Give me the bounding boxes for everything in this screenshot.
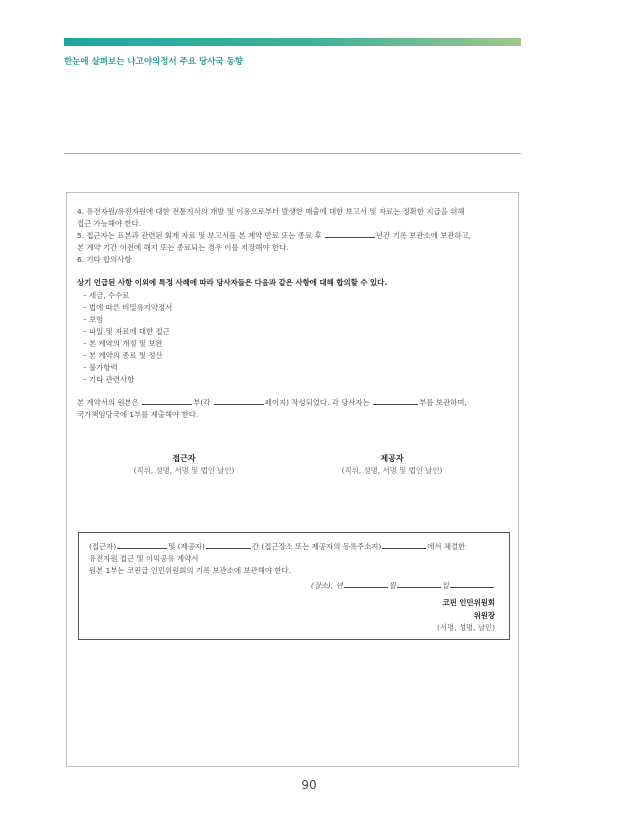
accessor-signature — [99, 453, 269, 476]
list-item: – 법에 따른 비밀유지약정서 — [83, 302, 173, 312]
exceptions-heading: 상기 언급된 사항 이외에 특정 사례에 따라 당사자들은 다음과 같은 사항에 대해 합의할 수 있다. — [77, 278, 388, 288]
blank-pages — [214, 403, 264, 405]
contract-body — [77, 206, 513, 422]
copies-text-c: 페이지) 작성되었다. 각 당사자는 — [264, 398, 370, 408]
list-item: – 본 계약의 개정 및 보완 — [83, 338, 163, 348]
blank-month — [397, 586, 441, 588]
copies-text-b: 부(각 — [193, 398, 211, 408]
blank-year — [344, 586, 388, 588]
provider-note: (직위, 성명, 서명 및 법인 날인) — [341, 465, 443, 475]
cert-concluded: 에서 체결한 — [427, 542, 466, 551]
item-4-line2: 접근 가능해야 한다. — [77, 219, 142, 229]
blank-provider — [206, 547, 251, 549]
cert-date-month: 월 — [388, 581, 396, 590]
certification-text — [89, 541, 465, 578]
blank-accessor — [117, 547, 167, 549]
list-item: – 세금, 수수료 — [83, 290, 130, 300]
cert-line1 — [89, 541, 465, 553]
item-6: 6. 기타 합의사항 — [77, 255, 132, 265]
blank-kept — [373, 403, 418, 405]
list-item: – 보험 — [83, 314, 104, 324]
cert-org-title: 위원장 — [473, 611, 495, 620]
cert-place-label: 간 (접근장소 또는 제공자의 등록주소지) — [251, 542, 382, 551]
item-5-text-a: 5. 접근자는 표본과 관련된 회계 자료 및 보고서를 본 계약 만료 또는 종료 후 — [77, 231, 322, 241]
cert-accessor-label: (접근자) — [89, 542, 117, 551]
cert-org-name: 코핀 인민위원회 — [442, 598, 495, 607]
copies-line2: 국가책임당국에 1부를 제출해야 한다. — [77, 410, 199, 420]
copies-line1 — [77, 397, 513, 409]
copies-text-a: 본 계약서의 원본은 — [77, 398, 139, 408]
item-5-line1 — [77, 230, 513, 242]
list-item: – 기타 관련사항 — [83, 375, 135, 385]
certification-box — [78, 532, 510, 640]
accessor-title: 접근자 — [172, 454, 196, 463]
provider-signature — [307, 453, 477, 476]
blank-place — [382, 547, 426, 549]
accessor-note: (직위, 성명, 서명 및 법인 날인) — [133, 465, 235, 475]
item-5-line2: 본 계약 기간 이전에 해지 또는 종료되는 경우 이를 저장해야 한다. — [77, 243, 289, 253]
cert-date-day: 일 — [441, 581, 449, 590]
cert-line2: 유전자원 접근 및 이익공유 계약서 — [89, 554, 199, 564]
exceptions-list — [77, 290, 513, 387]
cert-line3: 원본 1부는 코핀급 인민위원회의 기록 보관소에 보관해야 한다. — [89, 566, 291, 576]
cert-organization — [442, 596, 495, 622]
item-5-text-b: 년간 기록 보관소에 보관하고, — [376, 231, 472, 241]
list-item: – 파일 및 자료에 대한 접근 — [83, 326, 170, 336]
cert-sign-note: (서명, 성명, 날인) — [436, 623, 495, 632]
page-number: 90 — [301, 778, 317, 792]
header-divider — [64, 153, 521, 154]
blank-day — [450, 586, 494, 588]
running-title: 한눈에 살펴보는 나고야의정서 주요 당사국 동향 — [64, 57, 244, 67]
cert-date-line — [311, 580, 495, 592]
blank-copies — [142, 403, 192, 405]
list-item: – 본 계약의 종료 및 정산 — [83, 351, 163, 361]
cert-date-place: (장소), 년 — [310, 581, 343, 590]
item-4-line1: 4. 유전자원/유전자원에 대한 전통지식의 개발 및 이용으로부터 발생한 매출에 대한 보고서 및 자료는 정확한 지급을 위해 — [77, 207, 465, 216]
provider-title: 제공자 — [380, 454, 404, 463]
blank-years — [325, 236, 375, 238]
cert-provider-label: 및 (제공자) — [168, 542, 205, 551]
header-color-bar — [64, 38, 521, 46]
copies-text-d: 부를 보관하며, — [419, 398, 467, 408]
list-item: – 불가항력 — [83, 363, 118, 373]
